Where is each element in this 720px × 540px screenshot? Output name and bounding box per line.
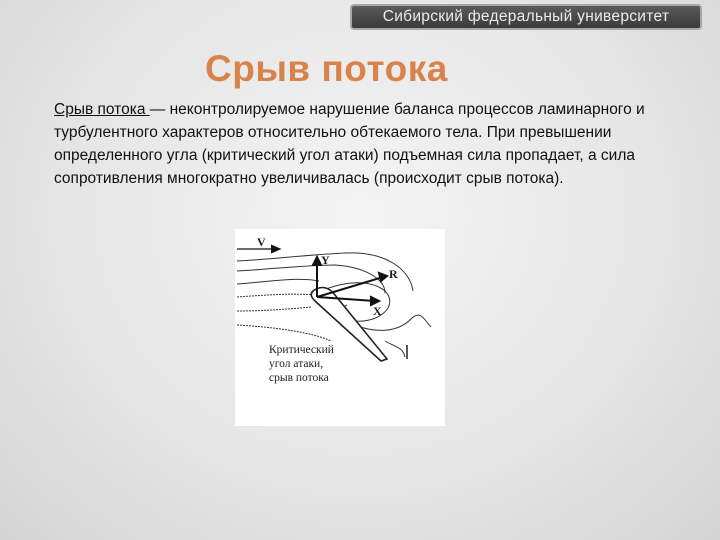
slide-title: Срыв потока — [205, 48, 448, 89]
lift-label: Y — [321, 253, 330, 267]
velocity-arrowhead — [272, 246, 279, 252]
definition-text: — неконтролируемое нарушение баланса процессов ламинарного и турбулентного характеров относительно обтекаемого тела. При превышении определенного угла (критический угол атаки) подъемная сила пропадает, а сила сопротивления многократно увеличивалась (происходит срыв потока). — [54, 101, 645, 187]
streamline-2 — [237, 265, 385, 293]
stall-diagram — [235, 229, 445, 426]
caption-line-1: Критический — [269, 344, 334, 356]
resultant-arrowhead — [379, 273, 387, 281]
drag-label: X — [373, 304, 382, 318]
streamline-5 — [237, 307, 311, 311]
university-banner — [350, 4, 702, 30]
streamline-3 — [237, 279, 319, 284]
wake-tail — [385, 341, 405, 357]
resultant-vector — [317, 277, 383, 297]
lower-streamline — [237, 325, 331, 341]
definition-paragraph — [54, 98, 664, 190]
streamline-4 — [237, 294, 315, 297]
caption-line-2: угол атаки, — [269, 358, 324, 370]
lift-arrowhead — [313, 257, 321, 265]
resultant-label: R — [389, 267, 398, 281]
wake-vortex-lower — [355, 315, 431, 330]
university-name: Сибирский федеральный университет — [382, 8, 670, 25]
caption-line-3: срыв потока — [269, 372, 329, 384]
stall-diagram-drawing — [235, 229, 445, 426]
velocity-label: V — [257, 235, 266, 249]
figure-caption — [269, 343, 379, 385]
definition-term: Срыв потока — [54, 101, 150, 118]
